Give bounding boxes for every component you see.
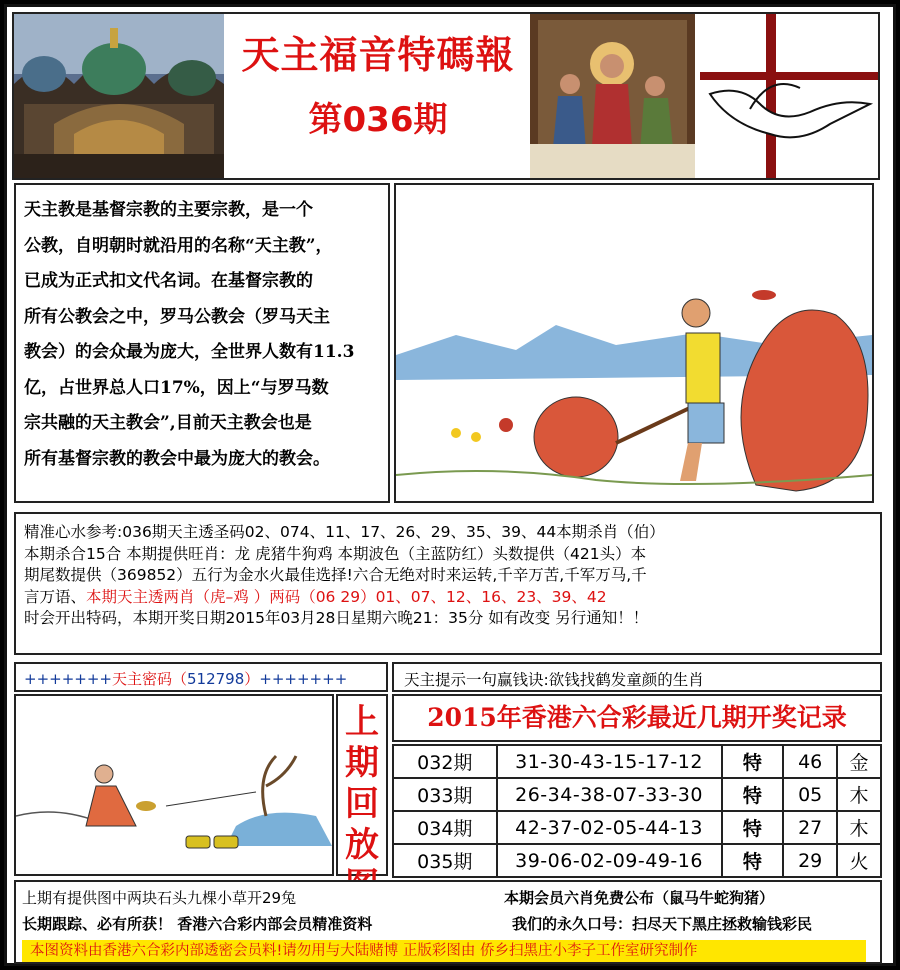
intro-line: 所有公教会之中，罗马公教会（罗马天主 <box>24 306 330 327</box>
special-marker-cell: 特 <box>722 778 784 811</box>
special-number-cell: 29 <box>783 844 837 877</box>
special-number-cell: 46 <box>783 745 837 778</box>
stone-illustration <box>394 183 874 503</box>
numbers-cell: 26-34-38-07-33-30 <box>497 778 722 811</box>
intro-line: 亿，占世界总人口17%，因上“与罗马数 <box>24 377 329 398</box>
prediction-line: 本期杀合15合 本期提供旺肖：龙 虎猪牛狗鸡 本期波色（主蓝防红）头数提供（421头）本 <box>24 544 647 563</box>
plus-decoration: +++++++ <box>24 670 112 688</box>
results-title: 2015年香港六合彩最近几期开奖记录 <box>392 694 882 742</box>
intro-line: 宗共融的天主教会”,目前天主教会也是 <box>24 413 312 433</box>
intro-box <box>14 183 390 503</box>
replay-char: 上 <box>345 702 379 742</box>
draw-date-line: 时会开出特码，本期开奖日期2015年03月28日星期六晚21：35分 如有改变 另行通知！！ <box>24 609 649 627</box>
period-cell: 034期 <box>393 811 497 844</box>
element-cell: 火 <box>837 844 881 877</box>
footer-box <box>14 880 882 964</box>
numbers-cell: 31-30-43-15-17-12 <box>497 745 722 778</box>
element-cell: 木 <box>837 778 881 811</box>
religious-painting <box>530 14 695 178</box>
footer-slogan: 长期跟踪、必有所获！ 香港六合彩内部会员精准资料 <box>22 915 373 933</box>
church-image <box>14 14 224 178</box>
results-row <box>393 844 881 877</box>
intro-line: 所有基督宗教的教会中最为庞大的教会。 <box>24 448 330 469</box>
last-issue-illustration <box>14 694 334 876</box>
results-table <box>392 744 882 878</box>
replay-char: 放 <box>345 825 379 865</box>
secret-code-label-end: ） <box>244 670 260 688</box>
intro-line: 公教，自明朝时就沿用的名称“天主教”， <box>24 235 333 256</box>
prediction-text: 言万语、 <box>24 587 87 606</box>
numbers-cell: 42-37-02-05-44-13 <box>497 811 722 844</box>
element-cell: 木 <box>837 811 881 844</box>
footer-note: 上期有提供图中两块石头九棵小草开29兔 <box>22 889 297 907</box>
intro-line: 天主教是基督宗教的主要宗教，是一个 <box>24 200 313 220</box>
special-marker-cell: 特 <box>722 811 784 844</box>
plus-decoration: +++++++ <box>259 670 348 688</box>
footer-motto: 我们的永久口号：扫尽天下黑庄拯救输钱彩民 <box>512 915 813 933</box>
results-row <box>393 778 881 811</box>
replay-char: 回 <box>345 784 379 824</box>
last-issue-replay-label <box>336 694 388 876</box>
results-row <box>393 745 881 778</box>
hint-box: 天主提示一句赢钱诀:欲钱找鹤发童颜的生肖 <box>392 662 882 692</box>
replay-char: 期 <box>345 743 379 783</box>
period-cell: 035期 <box>393 844 497 877</box>
prediction-box <box>14 512 882 655</box>
special-number-cell: 27 <box>783 811 837 844</box>
special-marker-cell: 特 <box>722 745 784 778</box>
prediction-line <box>16 587 880 609</box>
period-cell: 033期 <box>393 778 497 811</box>
intro-line: 教会）的会众最为庞大，全世界人数有11.3 <box>24 342 355 362</box>
intro-paragraph <box>24 193 384 477</box>
cross-dove-image <box>700 14 878 178</box>
prediction-highlight: 本期天主透两肖（虎–鸡 ）两码（06 29）01、07、12、16、23、39、42 <box>86 587 607 606</box>
period-cell: 032期 <box>393 745 497 778</box>
secret-code-label: 天主密码（ <box>111 670 187 688</box>
special-number-cell: 05 <box>783 778 837 811</box>
numbers-cell: 39-06-02-09-49-16 <box>497 844 722 877</box>
special-marker-cell: 特 <box>722 844 784 877</box>
footer-member-zodiac: 本期会员六肖免费公布（鼠马牛蛇狗猪） <box>504 889 775 907</box>
secret-code-box <box>14 662 388 692</box>
prediction-line: 期尾数提供（369852）五行为金水火最佳选择!六合无绝对时来运转,千辛万苦,千军万马,千 <box>24 566 647 584</box>
footer-banner: 本图资料由香港六合彩内部透密会员料!请勿用与大陆赌博 正版彩图由 侨乡扫黑庄小李子工作室研究制作 <box>22 940 866 962</box>
prediction-line: 精准心水参考:036期天主透圣码02、074、11、17、26、29、35、39、44本期杀肖（伯） <box>24 523 665 541</box>
newspaper-title: 天主福音特碼報 <box>241 33 515 77</box>
secret-code-value: 512798 <box>187 670 245 688</box>
intro-line: 已成为正式扣文代名词。在基督宗教的 <box>24 271 313 291</box>
issue-number: 第036期 <box>308 100 448 140</box>
element-cell: 金 <box>837 745 881 778</box>
results-row <box>393 811 881 844</box>
